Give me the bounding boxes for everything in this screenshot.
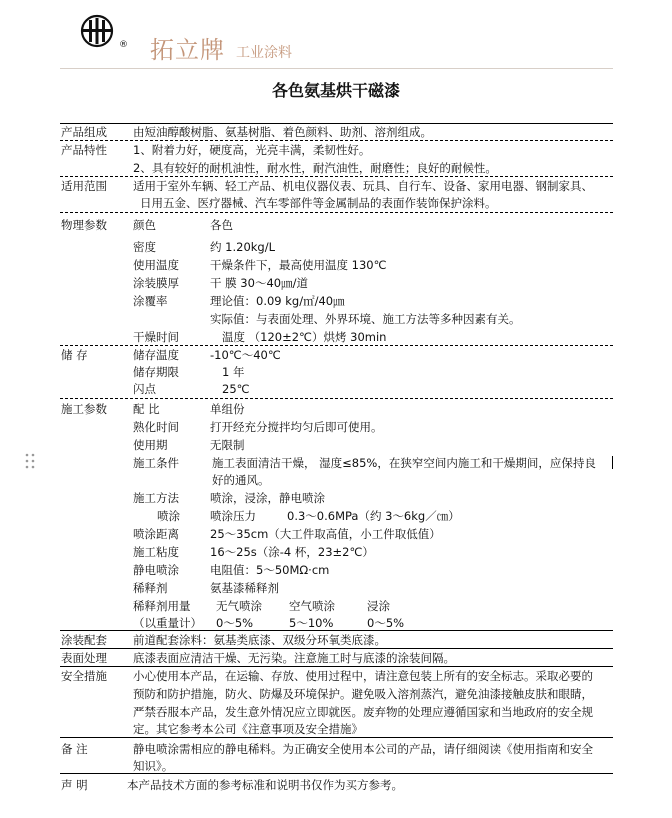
- param-value: 电阻值：5～50MΩ·cm: [210, 563, 330, 577]
- param-value: 干 膜 30～40㎛/道: [210, 276, 308, 290]
- label-coating: 涂装配套: [61, 633, 107, 647]
- param-key: 密度: [133, 240, 156, 254]
- param-value: 干燥条件下，最高使用温度 130℃: [210, 258, 387, 272]
- param-value: 喷涂压力: [210, 509, 256, 523]
- param-value: 0～5%: [216, 616, 254, 630]
- label-construction: 施工参数: [61, 402, 107, 416]
- param-key: 静电喷涂: [133, 563, 179, 577]
- param-key: 颜色: [133, 218, 156, 232]
- param-key: 使用温度: [133, 258, 179, 272]
- param-value: 0.3～0.6MPa（约 3～6kg／㎝）: [287, 509, 460, 523]
- param-value: 喷涂，浸涂，静电喷涂: [210, 491, 325, 505]
- safety-line: 预防和防护措施，防火、防爆及环境保护。避免吸入溶剂蒸汽，避免油漆接触皮肤和眼睛，: [133, 687, 593, 701]
- param-key: 干燥时间: [133, 330, 179, 344]
- param-key: 稀释剂用量: [133, 599, 191, 613]
- param-value: 打开经充分搅拌均匀后即可使用。: [210, 420, 383, 434]
- row-divider: [60, 212, 613, 213]
- label-surface: 表面处理: [61, 651, 107, 665]
- param-value: 单组份: [210, 402, 245, 416]
- param-key: 喷涂距离: [133, 527, 179, 541]
- row-divider: [60, 666, 613, 667]
- header-divider: [60, 68, 613, 69]
- features-line: 1、附着力好，硬度高，光亮丰满，柔韧性好。: [133, 143, 371, 157]
- param-key: 使用期: [133, 438, 168, 452]
- param-value: 无气喷涂: [216, 599, 262, 613]
- param-key: 喷涂: [157, 509, 180, 523]
- row-divider: [60, 630, 613, 631]
- text-cursor: [612, 456, 613, 469]
- param-key: 施工方法: [133, 491, 179, 505]
- param-value: 约 1.20kg/L: [210, 240, 276, 254]
- company-logo: [80, 14, 112, 46]
- param-key: 闪点: [133, 382, 156, 396]
- remark-line: 知识》。: [133, 759, 174, 773]
- page-title: 各色氨基烘干磁漆: [271, 81, 400, 100]
- scope-line: 适用于室外车辆、轻工产品、机电仪器仪表、玩具、自行车、设备、家用电器、钢制家具、: [133, 179, 593, 193]
- scope-line: 日用五金、医疗器械、汽车零部件等金属制品的表面作装饰保护涂料。: [140, 196, 497, 210]
- drag-handle-icon[interactable]: [25, 453, 35, 469]
- label-physical: 物理参数: [61, 218, 107, 232]
- safety-line: 严禁吞服本产品，发生意外情况应立即就医。废弃物的处理应遵循国家和当地政府的安全规: [133, 705, 593, 719]
- param-value: 温度 （120±2℃）烘烤 30min: [222, 330, 387, 344]
- param-key: 配 比: [133, 402, 160, 416]
- param-value: 氨基漆稀释剂: [210, 581, 279, 595]
- label-storage: 储 存: [61, 348, 88, 362]
- param-value: 空气喷涂: [289, 599, 335, 613]
- param-key: 储存温度: [133, 348, 179, 362]
- brand-name: 拓立牌: [150, 36, 225, 64]
- label-remark: 备 注: [61, 742, 88, 756]
- row-divider: [60, 345, 613, 346]
- param-value: -10℃～40℃: [210, 348, 281, 362]
- param-key: 熟化时间: [133, 420, 179, 434]
- param-value: 1 年: [222, 365, 245, 379]
- param-value: 施工表面清洁干燥， 湿度≤85%，在狭窄空间内施工和干燥期间，应保持良: [212, 456, 596, 470]
- param-value: 25～35cm（大工件取高值，小工件取低值）: [210, 527, 441, 541]
- param-value: 理论值：0.09 kg/㎡/40㎛: [210, 294, 345, 308]
- coating-text: 前道配套涂料：氨基类底漆、双级分环氧类底漆。: [133, 633, 386, 647]
- param-value: 16～25s（涂-4 杯，23±2℃）: [210, 545, 374, 559]
- row-divider: [60, 398, 613, 399]
- safety-line: 定。其它参考本公司《注意事项及安全措施》: [133, 722, 363, 736]
- label-composition: 产品组成: [61, 125, 107, 139]
- param-key: 涂装膜厚: [133, 276, 179, 290]
- param-value: 各色: [210, 218, 233, 232]
- statement-text: 本产品技术方面的参考标准和说明书仅作为买方参考。: [127, 778, 403, 792]
- param-key: 涂覆率: [133, 294, 168, 308]
- row-divider: [60, 648, 613, 649]
- brand-subtitle: 工业涂料: [236, 45, 292, 61]
- composition-text: 由短油醇酸树脂、氨基树脂、着色颜料、助剂、溶剂组成。: [133, 125, 432, 139]
- param-value: 无限制: [210, 438, 245, 452]
- param-key: 施工条件: [133, 456, 179, 470]
- safety-line: 小心使用本产品，在运输、存放、使用过程中，请注意包装上所有的安全标志。采取必要的: [133, 669, 593, 683]
- param-value: 5～10%: [289, 616, 334, 630]
- param-key: 储存期限: [133, 365, 179, 379]
- param-key: 稀释剂: [133, 581, 168, 595]
- label-safety: 安全措施: [61, 669, 107, 683]
- registered-mark: ®: [119, 40, 128, 50]
- param-value: 好的通风。: [212, 473, 270, 487]
- row-divider: [60, 737, 613, 738]
- param-value: 25℃: [222, 382, 250, 396]
- param-value: 浸涂: [367, 599, 390, 613]
- label-statement: 声 明: [61, 778, 88, 792]
- param-key: 施工粘度: [133, 545, 179, 559]
- table-top-rule: [60, 123, 613, 124]
- param-key: （以重量计）: [133, 616, 202, 630]
- surface-text: 底漆表面应清洁干燥、无污染。注意施工时与底漆的涂装间隔。: [133, 651, 455, 665]
- label-scope: 适用范围: [61, 179, 107, 193]
- row-divider: [60, 140, 613, 141]
- remark-line: 静电喷涂需相应的静电稀料。为正确安全使用本公司的产品，请仔细阅读《使用指南和安全: [133, 742, 593, 756]
- table-bottom-rule: [60, 773, 613, 774]
- param-value: 实际值：与表面处理、外界环境、施工方法等多种因素有关。: [210, 312, 521, 326]
- label-features: 产品特性: [61, 143, 107, 157]
- param-value: 0～5%: [367, 616, 405, 630]
- row-divider: [60, 176, 613, 177]
- features-line: 2、具有较好的耐机油性，耐水性，耐汽油性，耐磨性；良好的耐候性。: [133, 161, 497, 175]
